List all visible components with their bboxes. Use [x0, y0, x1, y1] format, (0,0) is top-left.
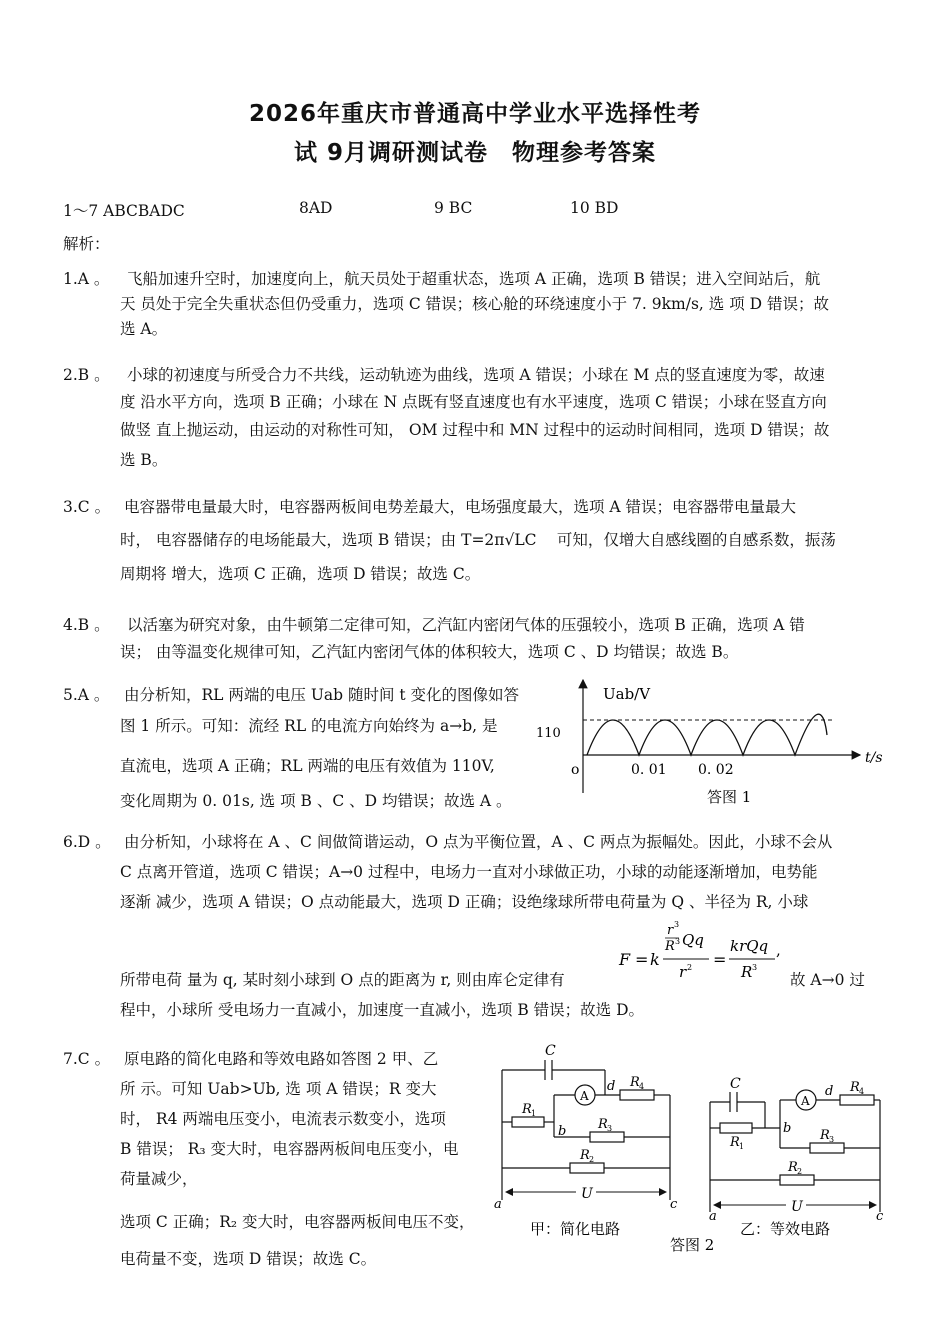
fig2-left-R2-sub: 2: [589, 1155, 595, 1164]
q6-line-4b: 故 A→0 过: [790, 971, 865, 989]
fig1-x-tick-001: 0. 01: [631, 762, 667, 778]
formula-equals-2: =: [713, 950, 727, 969]
fig2-left-R4-sub: 4: [639, 1082, 645, 1091]
fig2-left-R1: R: [522, 1102, 532, 1117]
formula-r3: r: [667, 923, 674, 938]
analysis-label: 解析：: [63, 235, 110, 253]
q3-number: 3.C 。: [63, 498, 111, 516]
q2-line-4: 选 B。: [120, 451, 168, 469]
fig2-caption: 答图 2: [670, 1236, 715, 1254]
q5-line-1: 由分析知，RL 两端的电压 Uab 随时间 t 变化的图像如答: [124, 686, 520, 704]
fig2-right-R2: R: [788, 1160, 798, 1175]
q3-line-3: 周期将 增大，选项 C 正确，选项 D 错误；故选 C。: [120, 565, 481, 583]
fig1-x-tick-002: 0. 02: [698, 762, 734, 778]
fig2-left-b: b: [558, 1124, 567, 1139]
formula-equals-1: =: [635, 950, 649, 969]
fig2-right-R4: R: [850, 1080, 860, 1095]
fig2-left-a: a: [494, 1197, 502, 1212]
fig2-left-U: U: [581, 1186, 593, 1202]
q4-line-1: 以活塞为研究对象，由牛顿第二定律可知，乙汽缸内密闭气体的压强较小，选项 B 正确，选项 A 错: [127, 616, 805, 634]
q6-number: 6.D 。: [63, 833, 111, 851]
formula-rhs-denominator: R: [741, 963, 753, 981]
fig2-right-a: a: [709, 1209, 717, 1224]
fig2-left-R2: R: [580, 1148, 590, 1163]
answer-8: 8AD: [299, 199, 333, 217]
formula-comma: ,: [776, 941, 781, 959]
formula-rhs-numerator: krQq: [730, 937, 769, 955]
formula-exp-3b: 3: [675, 937, 681, 946]
coulomb-formula: [615, 915, 785, 987]
fig2-left-A: A: [580, 1089, 589, 1103]
fig2-left-R3: R: [598, 1117, 608, 1132]
q1-number: 1.A 。: [63, 270, 110, 288]
q7-line-7: 电荷量不变，选项 D 错误；故选 C。: [120, 1250, 377, 1268]
q7-line-1: 原电路的简化电路和等效电路如答图 2 甲、乙: [124, 1050, 439, 1068]
fig2-left-R4: R: [630, 1075, 640, 1090]
formula-exp-2: 2: [687, 963, 693, 972]
q1-line-3: 选 A。: [120, 320, 168, 338]
answer-9: 9 BC: [434, 199, 473, 217]
q4-line-2: 误； 由等温变化规律可知，乙汽缸内密闭气体的体积较大，选项 C 、D 均错误；故选 B。: [120, 643, 739, 661]
formula-Qq: Qq: [682, 931, 704, 949]
formula-F: F: [619, 950, 631, 969]
q5-line-3: 直流电，选项 A 正确；RL 两端的电压有效值为 110V,: [120, 757, 495, 775]
title-line-2: 试 9月调研测试卷 物理参考答案: [293, 140, 656, 166]
fig2-right-R1: R: [730, 1135, 740, 1150]
q4-number: 4.B 。: [63, 616, 110, 634]
fig2-caption-left: 甲：简化电路: [530, 1220, 621, 1238]
q1-line-1: 飞船加速升空时，加速度向上，航天员处于超重状态，选项 A 正确，选项 B 错误；进入空间站后，航: [127, 270, 821, 288]
q5-number: 5.A 。: [63, 686, 110, 704]
q6-line-1: 由分析知，小球将在 A 、C 间做简谐运动，O 点为平衡位置，A 、C 两点为振幅处。因此，小球不会从: [124, 833, 833, 851]
q2-line-1: 小球的初速度与所受合力不共线，运动轨迹为曲线，选项 A 错误；小球在 M 点的竖直速度为零，故速: [127, 366, 825, 384]
fig2-left-R3-sub: 3: [607, 1124, 613, 1133]
fig2-caption-right: 乙：等效电路: [740, 1220, 831, 1238]
q5-line-4: 变化周期为 0. 01s, 选 项 B 、C 、D 均错误；故选 A 。: [120, 792, 512, 810]
q2-line-3: 做竖 直上抛运动，由运动的对称性可知， OM 过程中和 MN 过程中的运动时间相同，选项 D 错误；故: [120, 421, 830, 439]
q7-number: 7.C 。: [63, 1050, 111, 1068]
circuit-simplified: [502, 1060, 670, 1200]
q7-line-4: B 错误； R₃ 变大时，电容器两板间电压变小，电: [120, 1140, 459, 1158]
answer-1-7: 1～7 ABCBADC: [63, 202, 185, 220]
formula-R3: R: [665, 939, 675, 954]
q7-line-3: 时， R4 两端电压变小，电流表示数变小，选项: [120, 1110, 446, 1128]
fig2-right-R3-sub: 3: [829, 1135, 835, 1144]
q6-line-4: 所带电荷 量为 q, 某时刻小球到 O 点的距离为 r, 则由库仑定律有: [120, 971, 565, 989]
formula-exp-3a: 3: [674, 920, 680, 929]
fig2-right-R4-sub: 4: [859, 1087, 865, 1096]
q2-line-2: 度 沿水平方向，选项 B 正确；小球在 N 点既有竖直速度也有水平速度，选项 C 错误；小球在竖直方向: [120, 393, 827, 411]
fig1-x-label: t/s: [865, 750, 883, 766]
fig2-right-R1-sub: 1: [739, 1142, 745, 1151]
fig2-right-b: b: [783, 1121, 792, 1136]
fig1-caption: 答图 1: [707, 788, 752, 806]
fig2-right-U: U: [791, 1199, 803, 1215]
fig2-left-c: c: [670, 1197, 678, 1212]
fig1-rectified-wave: [587, 714, 827, 755]
fig2-right-c: c: [876, 1209, 884, 1224]
formula-k: k: [650, 950, 660, 969]
title-line-1: 2026年重庆市普通高中学业水平选择性考: [248, 101, 701, 127]
q5-line-2: 图 1 所示。可知：流经 RL 的电流方向始终为 a→b, 是: [120, 717, 498, 735]
fig2-right-C: C: [730, 1076, 741, 1092]
q6-line-3: 逐渐 减少，选项 A 错误；O 点动能最大，选项 D 正确；设绝缘球所带电荷量为 Q 、半径为 R, 小球: [120, 893, 809, 911]
fig2-right-R2-sub: 2: [797, 1167, 803, 1176]
figure-2-circuits: [490, 1040, 890, 1265]
q6-line-2: C 点离开管道，选项 C 错误；A→0 过程中，电场力一直对小球做正功，小球的动能逐渐增加，电势能: [120, 863, 818, 881]
fig1-origin: o: [571, 762, 580, 778]
fig1-y-tick-110: 110: [536, 726, 561, 741]
figure-1-voltage-graph: [535, 675, 895, 810]
fig1-y-label: Uab/V: [603, 685, 651, 703]
q2-number: 2.B 。: [63, 366, 110, 384]
q7-line-5: 荷量减少，: [120, 1170, 198, 1188]
answer-10: 10 BD: [570, 199, 619, 217]
q7-line-6: 选项 C 正确；R₂ 变大时，电容器两板间电压不变，: [120, 1213, 475, 1231]
fig2-right-d: d: [825, 1084, 834, 1099]
circuit-equivalent: [710, 1090, 880, 1212]
q3-line-2: 时， 电容器储存的电场能最大，选项 B 错误；由 T=2π√LC 可知，仅增大自感线圈的自感系数，振荡: [120, 531, 836, 549]
formula-exp-3c: 3: [752, 963, 758, 972]
q3-line-1: 电容器带电量最大时，电容器两板间电势差最大，电场强度最大，选项 A 错误；电容器带电量最大: [124, 498, 797, 516]
fig2-left-R1-sub: 1: [531, 1109, 537, 1118]
fig2-right-R3: R: [820, 1128, 830, 1143]
q7-line-2: 所 示。可知 Uab>Ub, 选 项 A 错误；R 变大: [120, 1080, 437, 1098]
fig2-right-A: A: [801, 1094, 810, 1108]
fig2-left-C: C: [545, 1043, 556, 1059]
fig2-left-d: d: [607, 1079, 616, 1094]
formula-r2: r: [679, 963, 687, 981]
q1-line-2: 天 员处于完全失重状态但仍受重力，选项 C 错误；核心舱的环绕速度小于 7. 9km/s, 选 项 D 错误；故: [120, 295, 829, 313]
q6-line-5: 程中，小球所 受电场力一直减小，加速度一直减小，选项 B 错误；故选 D。: [120, 1001, 645, 1019]
